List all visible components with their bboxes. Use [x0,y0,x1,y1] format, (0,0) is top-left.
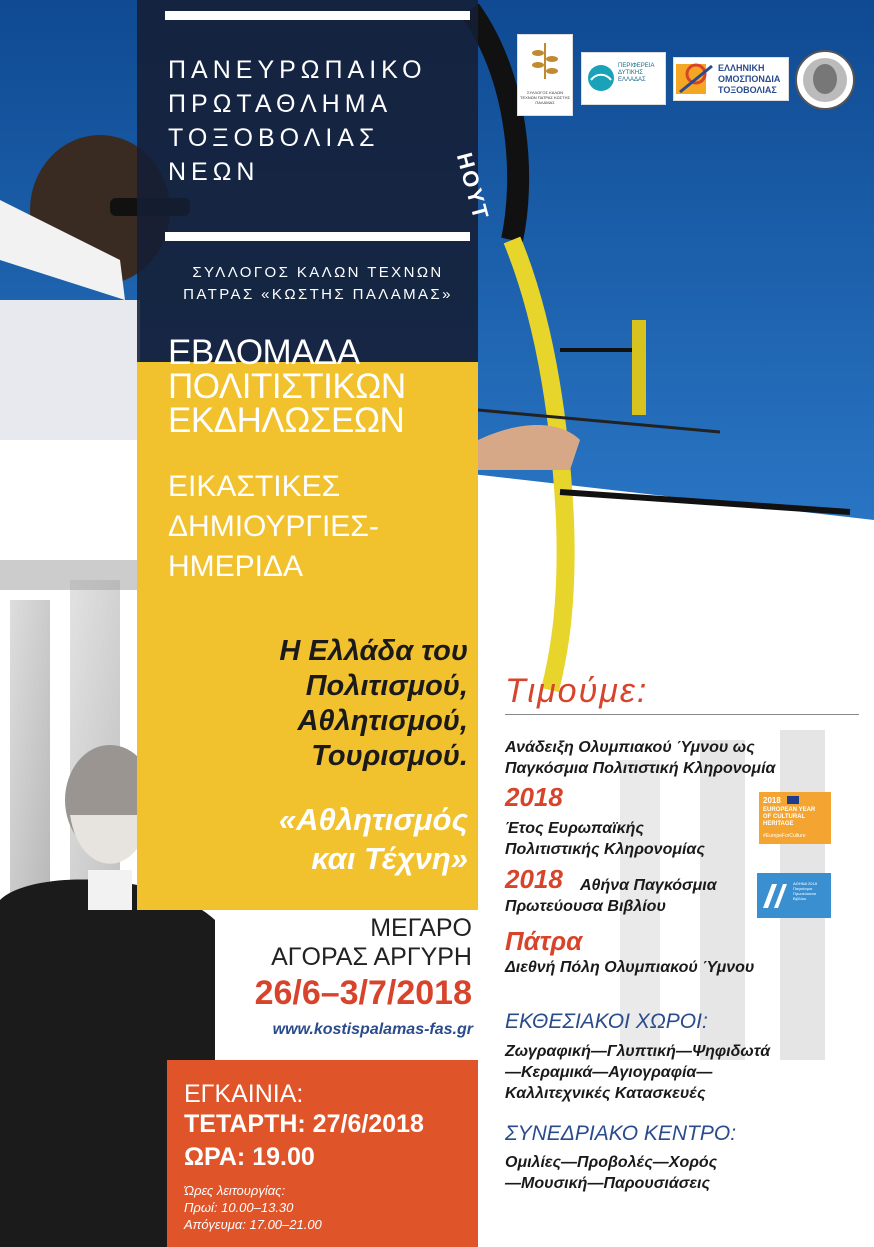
ruin-roof [0,560,140,590]
honor-item-3-line-1: Αθήνα Παγκόσμια [580,877,717,894]
eych-line-3: HERITAGE [763,821,794,827]
conference-list [505,1152,717,1194]
federation-logo-text [718,63,780,96]
honor-item-4-city: Πάτρα [505,926,583,956]
athens-book-badge [757,873,831,918]
region-line-2: ΔΥΤΙΚΗΣ [618,70,643,76]
athens-line-2: Παγκόσμια [793,886,813,891]
column-ruin-1 [10,600,50,900]
honor-item-1 [505,737,775,779]
venue-name [200,914,472,972]
theme-line-4: Τουρισμού. [311,740,468,772]
visual-line-3: ΗΜΕΡΙΔΑ [168,550,304,583]
middle-bar [165,232,470,241]
hours-morning: Πρωί: 10.00–13.30 [184,1200,294,1215]
eych-year: 2018 [763,796,781,805]
athens-line-1: ΑΘΗΝΑ 2018 [793,881,817,886]
opening-day: ΤΕΤΑΡΤΗ: 27/6/2018 [184,1110,424,1138]
honor-item-1-line-2: Παγκόσμια Πολιτιστική Κληρονομία [505,760,776,777]
exhibition-line-2: —Κεραμικά—Αγιογραφία— [505,1064,713,1081]
week-line-3: ΕΚΔΗΛΩΣΕΩΝ [168,401,405,440]
honor-item-1-line-1: Ανάδειξη Ολυμπιακού Ύμνου ως [505,739,755,756]
honor-item-2 [505,818,705,860]
venue-line-2: ΑΓΟΡΑΣ ΑΡΓΥΡΗ [271,943,472,971]
portrait-collar [88,870,132,910]
bow-brand-text: HOYT [451,150,494,224]
theme-line-1: Η Ελλάδα του [279,635,468,667]
athens-badge-text [793,881,817,901]
municipality-seal-icon [794,49,856,111]
opening-hours [184,1182,322,1233]
archery-target-icon [676,60,716,98]
venue-line-1: ΜΕΓΑΡΟ [370,914,472,942]
exhibition-line-3: Καλλιτεχνικές Κατασκευές [505,1085,706,1102]
honor-divider [505,714,859,715]
athens-logo-icon [760,881,790,911]
honor-item-4-line-1: Διεθνή Πόλη Ολυμπιακού Ύμνου [505,959,755,976]
region-circle-icon [586,63,616,93]
federation-line-1: ΕΛΛΗΝΙΚΗ [718,63,765,73]
eych-flag-icon [787,796,799,804]
federation-line-3: ΤΟΞΟΒΟΛΙΑΣ [718,85,777,95]
theme-text [178,634,468,774]
region-line-3: ΕΛΛΑΔΑΣ [618,77,646,83]
theme-line-3: Αθλητισμού, [297,705,468,737]
region-logo-text [618,63,654,84]
sport-art-subtitle [178,800,468,878]
athens-line-3: Πρωτεύουσα [793,891,816,896]
opening-label: ΕΓΚΑΙΝΙΑ: [184,1080,304,1108]
honor-item-3-year: 2018 [505,864,563,894]
society-logo [517,34,573,116]
federation-logo [673,57,789,101]
exhibition-heading: ΕΚΘΕΣΙΑΚΟΙ ΧΩΡΟΙ: [505,1010,708,1033]
top-bar [165,11,470,20]
championship-title [168,53,427,189]
athens-line-4: Βιβλίου [793,896,807,901]
association-name [168,262,468,306]
exhibition-line-1: Ζωγραφική—Γλυπτική—Ψηφιδωτά [505,1043,771,1060]
honor-heading: Τιμούμε: [505,672,649,710]
eych-text [763,807,815,828]
conference-heading: ΣΥΝΕΔΡΙΑΚΟ ΚΕΝΤΡΟ: [505,1122,737,1145]
honor-item-3-line-2: Πρωτεύουσα Βιβλίου [505,898,666,915]
eych-tag: #EuropeForCulture [763,833,806,839]
eych-line-1: EUROPEAN YEAR [763,807,816,813]
region-line-1: ΠΕΡΙΦΕΡΕΙΑ [618,63,655,69]
week-heading [168,333,406,440]
olive-branch-icon [518,35,572,85]
exhibition-list [505,1041,770,1104]
federation-line-2: ΟΜΟΣΠΟΝΔΙΑ [718,74,781,84]
region-logo [581,52,666,105]
subtitle-line-1: «Αθλητισμός [278,802,468,837]
week-line-1: ΕΒΔΟΜΑΔΑ [168,333,360,372]
bow-sight-pin [632,320,646,415]
title-line-3: ΤΟΞΟΒΟΛΙΑΣ [168,124,380,152]
visual-line-1: ΕΙΚΑΣΤΙΚΕΣ [168,470,341,503]
subtitle-line-2: και Τέχνη» [311,841,468,876]
visual-arts-heading [168,467,379,587]
archer-shirt [0,300,140,440]
hours-label: Ώρες λειτουργίας: [184,1183,286,1198]
honor-item-2-year: 2018 [505,782,563,812]
website-link[interactable]: www.kostispalamas-fas.gr [272,1021,473,1038]
association-line-1: ΣΥΛΛΟΓΟΣ ΚΑΛΩΝ ΤΕΧΝΩΝ [192,264,444,281]
honor-item-2-line-2: Πολιτιστικής Κληρονομίας [505,841,705,858]
title-line-2: ΠΡΩΤΑΘΛΗΜΑ [168,90,393,118]
society-logo-text: ΣΥΛΛΟΓΟΣ ΚΑΛΩΝ ΤΕΧΝΩΝ ΠΑΤΡΑΣ ΚΩΣΤΗΣ ΠΑΛΑΜΑΣ [520,90,570,105]
opening-time: ΩΡΑ: 19.00 [184,1143,315,1171]
conference-line-2: —Μουσική—Παρουσιάσεις [505,1175,710,1192]
hours-afternoon: Απόγευμα: 17.00–21.00 [184,1217,322,1232]
title-line-1: ΠΑΝΕΥΡΩΠΑΙΚΟ [168,56,427,84]
visual-line-2: ΔΗΜΙΟΥΡΓΙΕΣ- [168,510,379,543]
conference-line-1: Ομιλίες—Προβολές—Χορός [505,1154,718,1171]
eych-line-2: OF CULTURAL [763,814,806,820]
event-dates: 26/6–3/7/2018 [254,974,472,1012]
eych-badge [759,792,831,844]
theme-line-2: Πολιτισμού, [305,670,468,702]
week-line-2: ΠΟΛΙΤΙΣΤΙΚΩΝ [168,367,406,406]
title-line-4: ΝΕΩΝ [168,158,260,186]
association-line-2: ΠΑΤΡΑΣ «ΚΩΣΤΗΣ ΠΑΛΑΜΑΣ» [183,286,453,303]
honor-item-2-line-1: Έτος Ευρωπαϊκής [505,820,644,837]
